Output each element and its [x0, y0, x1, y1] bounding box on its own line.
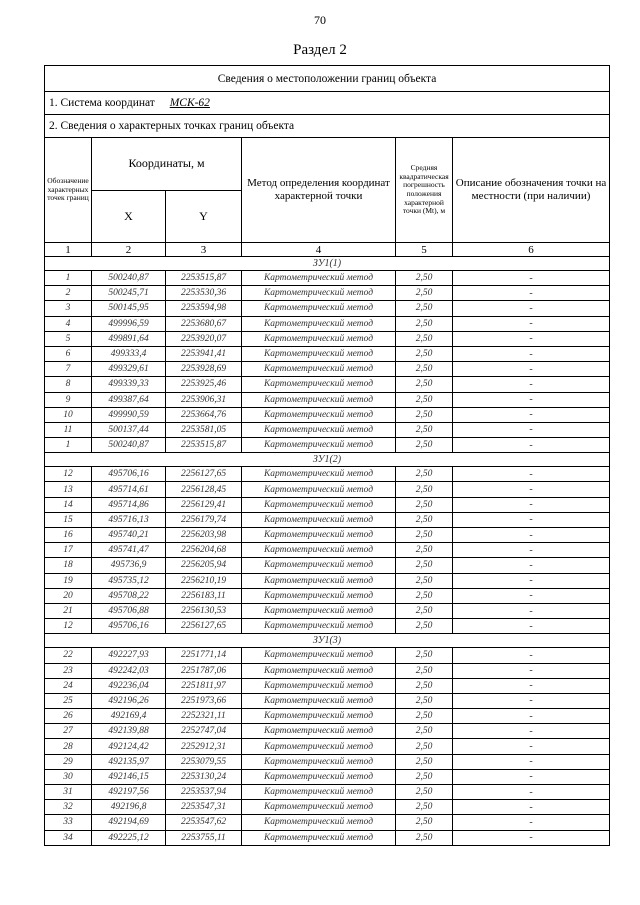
point-number: 2	[45, 286, 92, 301]
coord-x: 495735,12	[92, 573, 166, 588]
error-value: 2,50	[396, 558, 453, 573]
table-row	[45, 467, 610, 482]
description: -	[453, 316, 610, 331]
boundary-points-table	[44, 65, 610, 846]
error-value: 2,50	[396, 271, 453, 286]
error-value: 2,50	[396, 648, 453, 663]
description: -	[453, 754, 610, 769]
point-number: 13	[45, 482, 92, 497]
column-numbers-row	[45, 243, 610, 257]
coord-y: 2252912,31	[166, 739, 242, 754]
coord-x: 495716,13	[92, 512, 166, 527]
error-value: 2,50	[396, 377, 453, 392]
method: Картометрический метод	[242, 271, 396, 286]
method: Картометрический метод	[242, 438, 396, 453]
point-number: 30	[45, 769, 92, 784]
coord-y: 2251787,06	[166, 663, 242, 678]
error-value: 2,50	[396, 815, 453, 830]
error-value: 2,50	[396, 785, 453, 800]
method: Картометрический метод	[242, 800, 396, 815]
point-number: 16	[45, 528, 92, 543]
coord-y: 2253594,98	[166, 301, 242, 316]
error-value: 2,50	[396, 588, 453, 603]
coord-system-value: МСК-62	[169, 97, 210, 109]
coord-x: 492197,56	[92, 785, 166, 800]
coord-y: 2256204,68	[166, 543, 242, 558]
point-number: 14	[45, 497, 92, 512]
coord-y: 2253547,62	[166, 815, 242, 830]
method: Картометрический метод	[242, 769, 396, 784]
coord-x: 499333,4	[92, 346, 166, 361]
description: -	[453, 663, 610, 678]
point-number: 8	[45, 377, 92, 392]
header-error: Средняя квадратическая погрешность положения характерной точки (Mt), м	[396, 138, 453, 243]
table-row	[45, 573, 610, 588]
point-number: 27	[45, 724, 92, 739]
coord-x: 492196,8	[92, 800, 166, 815]
coord-y: 2253920,07	[166, 331, 242, 346]
description: -	[453, 377, 610, 392]
method: Картометрический метод	[242, 301, 396, 316]
coord-y: 2253581,05	[166, 422, 242, 437]
method: Картометрический метод	[242, 407, 396, 422]
description: -	[453, 438, 610, 453]
description: -	[453, 362, 610, 377]
coord-x: 499387,64	[92, 392, 166, 407]
description: -	[453, 603, 610, 618]
coord-y: 2253664,76	[166, 407, 242, 422]
point-number: 31	[45, 785, 92, 800]
error-value: 2,50	[396, 316, 453, 331]
group-name: ЗУ1(2)	[45, 453, 610, 467]
coord-y: 2256205,94	[166, 558, 242, 573]
error-value: 2,50	[396, 346, 453, 361]
point-number: 18	[45, 558, 92, 573]
method: Картометрический метод	[242, 785, 396, 800]
method: Картометрический метод	[242, 663, 396, 678]
table-row	[45, 543, 610, 558]
table-row	[45, 724, 610, 739]
point-number: 5	[45, 331, 92, 346]
description: -	[453, 709, 610, 724]
error-value: 2,50	[396, 754, 453, 769]
description: -	[453, 739, 610, 754]
method: Картометрический метод	[242, 497, 396, 512]
description: -	[453, 528, 610, 543]
method: Картометрический метод	[242, 830, 396, 845]
point-number: 21	[45, 603, 92, 618]
point-number: 9	[45, 392, 92, 407]
point-number: 15	[45, 512, 92, 527]
table-row	[45, 407, 610, 422]
group-header-row	[45, 453, 610, 467]
error-value: 2,50	[396, 392, 453, 407]
error-value: 2,50	[396, 528, 453, 543]
coord-y: 2256179,74	[166, 512, 242, 527]
table-row	[45, 377, 610, 392]
description: -	[453, 769, 610, 784]
coord-y: 2256127,65	[166, 619, 242, 634]
coord-system-label: 1. Система координат	[49, 97, 155, 109]
method: Картометрический метод	[242, 377, 396, 392]
table-row	[45, 316, 610, 331]
point-number: 26	[45, 709, 92, 724]
coord-y: 2253530,36	[166, 286, 242, 301]
group-header-row	[45, 257, 610, 271]
description: -	[453, 346, 610, 361]
coord-x: 492242,03	[92, 663, 166, 678]
point-number: 3	[45, 301, 92, 316]
group-name: ЗУ1(3)	[45, 634, 610, 648]
description: -	[453, 407, 610, 422]
coord-y: 2253547,31	[166, 800, 242, 815]
coord-x: 492169,4	[92, 709, 166, 724]
error-value: 2,50	[396, 739, 453, 754]
point-number: 12	[45, 619, 92, 634]
coord-x: 492227,93	[92, 648, 166, 663]
header-desc: Описание обозначения точки на местности (при наличии)	[453, 138, 610, 243]
coord-y: 2256127,65	[166, 467, 242, 482]
coord-y: 2251973,66	[166, 693, 242, 708]
error-value: 2,50	[396, 467, 453, 482]
method: Картометрический метод	[242, 558, 396, 573]
point-number: 19	[45, 573, 92, 588]
error-value: 2,50	[396, 619, 453, 634]
error-value: 2,50	[396, 663, 453, 678]
table-row	[45, 800, 610, 815]
coord-x: 495706,16	[92, 467, 166, 482]
coord-y: 2256210,19	[166, 573, 242, 588]
header-point: Обозначение характерных точек границ	[45, 138, 92, 243]
coord-y: 2253925,46	[166, 377, 242, 392]
table-row	[45, 785, 610, 800]
point-number: 33	[45, 815, 92, 830]
table-row	[45, 346, 610, 361]
coord-y: 2252321,11	[166, 709, 242, 724]
error-value: 2,50	[396, 769, 453, 784]
coord-x: 495736,9	[92, 558, 166, 573]
col-number: 2	[92, 243, 166, 257]
method: Картометрический метод	[242, 512, 396, 527]
info-title: Сведения о местоположении границ объекта	[45, 66, 610, 92]
description: -	[453, 301, 610, 316]
method: Картометрический метод	[242, 693, 396, 708]
error-value: 2,50	[396, 286, 453, 301]
method: Картометрический метод	[242, 331, 396, 346]
coord-x: 500245,71	[92, 286, 166, 301]
table-row	[45, 301, 610, 316]
coord-y: 2252747,04	[166, 724, 242, 739]
coord-x: 495741,47	[92, 543, 166, 558]
table-row	[45, 558, 610, 573]
coord-y: 2253537,94	[166, 785, 242, 800]
coord-y: 2253941,41	[166, 346, 242, 361]
point-number: 7	[45, 362, 92, 377]
point-number: 12	[45, 467, 92, 482]
coord-y: 2253906,31	[166, 392, 242, 407]
point-number: 10	[45, 407, 92, 422]
error-value: 2,50	[396, 512, 453, 527]
header-x: X	[92, 191, 166, 243]
coord-x: 492146,15	[92, 769, 166, 784]
table-row	[45, 362, 610, 377]
point-number: 1	[45, 438, 92, 453]
coord-y: 2256203,98	[166, 528, 242, 543]
point-number: 4	[45, 316, 92, 331]
method: Картометрический метод	[242, 603, 396, 618]
coord-system-row	[45, 92, 610, 115]
description: -	[453, 724, 610, 739]
method: Картометрический метод	[242, 724, 396, 739]
coord-x: 500145,95	[92, 301, 166, 316]
method: Картометрический метод	[242, 362, 396, 377]
description: -	[453, 512, 610, 527]
coord-x: 499891,64	[92, 331, 166, 346]
coord-x: 492225,12	[92, 830, 166, 845]
coord-y: 2253130,24	[166, 769, 242, 784]
method: Картометрический метод	[242, 286, 396, 301]
error-value: 2,50	[396, 301, 453, 316]
table-row	[45, 648, 610, 663]
method: Картометрический метод	[242, 648, 396, 663]
coord-x: 492124,42	[92, 739, 166, 754]
coord-y: 2256183,11	[166, 588, 242, 603]
description: -	[453, 648, 610, 663]
method: Картометрический метод	[242, 528, 396, 543]
method: Картометрический метод	[242, 467, 396, 482]
table-row	[45, 769, 610, 784]
description: -	[453, 800, 610, 815]
coord-y: 2253515,87	[166, 438, 242, 453]
description: -	[453, 543, 610, 558]
table-row	[45, 497, 610, 512]
method: Картометрический метод	[242, 482, 396, 497]
col-number: 1	[45, 243, 92, 257]
header-method: Метод определения координат характерной точки	[242, 138, 396, 243]
group-header-row	[45, 634, 610, 648]
error-value: 2,50	[396, 709, 453, 724]
table-row	[45, 482, 610, 497]
error-value: 2,50	[396, 693, 453, 708]
method: Картометрический метод	[242, 316, 396, 331]
point-number: 1	[45, 271, 92, 286]
error-value: 2,50	[396, 422, 453, 437]
coord-x: 495706,16	[92, 619, 166, 634]
error-value: 2,50	[396, 362, 453, 377]
coord-y: 2256130,53	[166, 603, 242, 618]
table-row	[45, 754, 610, 769]
points-section-label: 2. Сведения о характерных точках границ объекта	[45, 115, 610, 138]
header-y: Y	[166, 191, 242, 243]
coord-y: 2253515,87	[166, 271, 242, 286]
point-number: 23	[45, 663, 92, 678]
method: Картометрический метод	[242, 619, 396, 634]
method: Картометрический метод	[242, 422, 396, 437]
coord-x: 492139,88	[92, 724, 166, 739]
page-number: 70	[314, 13, 326, 27]
method: Картометрический метод	[242, 739, 396, 754]
description: -	[453, 588, 610, 603]
table-row	[45, 286, 610, 301]
description: -	[453, 271, 610, 286]
coord-y: 2256129,41	[166, 497, 242, 512]
table-row	[45, 709, 610, 724]
error-value: 2,50	[396, 800, 453, 815]
header-coords: Координаты, м	[92, 138, 242, 191]
table-row	[45, 438, 610, 453]
description: -	[453, 331, 610, 346]
table-row	[45, 693, 610, 708]
description: -	[453, 693, 610, 708]
description: -	[453, 619, 610, 634]
error-value: 2,50	[396, 497, 453, 512]
method: Картометрический метод	[242, 573, 396, 588]
description: -	[453, 573, 610, 588]
method: Картометрический метод	[242, 678, 396, 693]
table-row	[45, 512, 610, 527]
col-number: 5	[396, 243, 453, 257]
description: -	[453, 482, 610, 497]
table-row	[45, 603, 610, 618]
coord-x: 495714,86	[92, 497, 166, 512]
point-number: 22	[45, 648, 92, 663]
point-number: 25	[45, 693, 92, 708]
point-number: 29	[45, 754, 92, 769]
coord-x: 500240,87	[92, 271, 166, 286]
coord-x: 495714,61	[92, 482, 166, 497]
coord-y: 2253755,11	[166, 830, 242, 845]
error-value: 2,50	[396, 678, 453, 693]
method: Картометрический метод	[242, 588, 396, 603]
method: Картометрический метод	[242, 392, 396, 407]
col-number: 4	[242, 243, 396, 257]
point-number: 28	[45, 739, 92, 754]
error-value: 2,50	[396, 543, 453, 558]
point-number: 11	[45, 422, 92, 437]
coord-y: 2253079,55	[166, 754, 242, 769]
method: Картометрический метод	[242, 346, 396, 361]
error-value: 2,50	[396, 482, 453, 497]
coord-y: 2253928,69	[166, 362, 242, 377]
table-row	[45, 739, 610, 754]
coord-x: 499990,59	[92, 407, 166, 422]
method: Картометрический метод	[242, 754, 396, 769]
coord-y: 2253680,67	[166, 316, 242, 331]
table-row	[45, 588, 610, 603]
coord-y: 2251771,14	[166, 648, 242, 663]
error-value: 2,50	[396, 573, 453, 588]
coord-y: 2256128,45	[166, 482, 242, 497]
table-row	[45, 392, 610, 407]
coord-x: 499339,33	[92, 377, 166, 392]
error-value: 2,50	[396, 438, 453, 453]
table-row	[45, 619, 610, 634]
coord-x: 495740,21	[92, 528, 166, 543]
description: -	[453, 497, 610, 512]
description: -	[453, 392, 610, 407]
point-number: 6	[45, 346, 92, 361]
description: -	[453, 815, 610, 830]
point-number: 20	[45, 588, 92, 603]
method: Картометрический метод	[242, 815, 396, 830]
error-value: 2,50	[396, 603, 453, 618]
coord-x: 500240,87	[92, 438, 166, 453]
point-number: 32	[45, 800, 92, 815]
coord-x: 500137,44	[92, 422, 166, 437]
point-number: 24	[45, 678, 92, 693]
description: -	[453, 785, 610, 800]
table-row	[45, 528, 610, 543]
group-name: ЗУ1(1)	[45, 257, 610, 271]
error-value: 2,50	[396, 830, 453, 845]
method: Картометрический метод	[242, 543, 396, 558]
description: -	[453, 558, 610, 573]
error-value: 2,50	[396, 724, 453, 739]
description: -	[453, 422, 610, 437]
col-number: 3	[166, 243, 242, 257]
coord-x: 495706,88	[92, 603, 166, 618]
method: Картометрический метод	[242, 709, 396, 724]
error-value: 2,50	[396, 407, 453, 422]
description: -	[453, 467, 610, 482]
coord-x: 495708,22	[92, 588, 166, 603]
coord-x: 499329,61	[92, 362, 166, 377]
table-row	[45, 271, 610, 286]
table-row	[45, 422, 610, 437]
table-row	[45, 815, 610, 830]
table-row	[45, 663, 610, 678]
coord-y: 2251811,97	[166, 678, 242, 693]
description: -	[453, 678, 610, 693]
coord-x: 492135,97	[92, 754, 166, 769]
coord-x: 492236,04	[92, 678, 166, 693]
section-title: Раздел 2	[293, 42, 347, 58]
col-number: 6	[453, 243, 610, 257]
coord-x: 492194,69	[92, 815, 166, 830]
table-row	[45, 678, 610, 693]
point-number: 17	[45, 543, 92, 558]
table-row	[45, 830, 610, 845]
point-number: 34	[45, 830, 92, 845]
description: -	[453, 830, 610, 845]
description: -	[453, 286, 610, 301]
table-row	[45, 331, 610, 346]
coord-x: 499996,59	[92, 316, 166, 331]
coord-x: 492196,26	[92, 693, 166, 708]
error-value: 2,50	[396, 331, 453, 346]
